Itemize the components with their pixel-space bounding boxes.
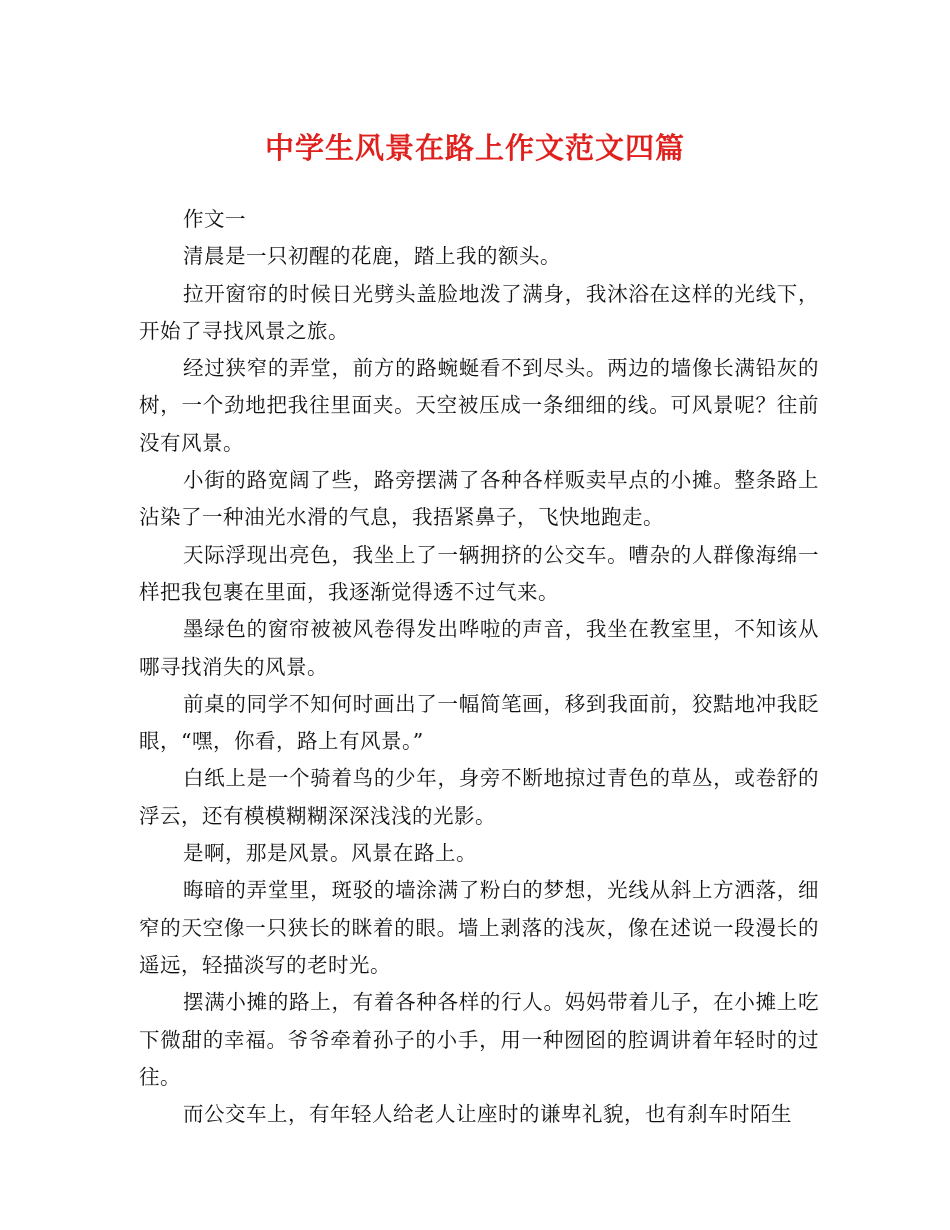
- document-body: [139, 201, 819, 1133]
- paragraph: 前桌的同学不知何时画出了一幅简笔画，移到我面前，狡黠地冲我眨眼，“嘿，你看，路上有风景。”: [139, 691, 819, 754]
- paragraph: 天际浮现出亮色，我坐上了一辆拥挤的公交车。嘈杂的人群像海绵一样把我包裹在里面，我逐渐觉得透不过气来。: [139, 542, 819, 604]
- paragraph: 是啊，那是风景。风景在路上。: [183, 841, 477, 866]
- section-heading: 作文一: [183, 207, 246, 231]
- paragraph: 白纸上是一个骑着鸟的少年，身旁不断地掠过青色的草丛，或卷舒的浮云，还有模模糊糊深深浅浅的光影。: [139, 766, 819, 828]
- paragraph: 拉开窗帘的时候日光劈头盖脸地泼了满身，我沐浴在这样的光线下，开始了寻找风景之旅。: [139, 281, 819, 343]
- paragraph: 小街的路宽阔了些，路旁摆满了各种各样贩卖早点的小摊。整条路上沾染了一种油光水滑的气息，我捂紧鼻子，飞快地跑走。: [139, 468, 819, 530]
- paragraph: 而公交车上，有年轻人给老人让座时的谦卑礼貌，也有刹车时陌生: [183, 1102, 792, 1127]
- paragraph: 晦暗的弄堂里，斑驳的墙涂满了粉白的梦想，光线从斜上方洒落，细窄的天空像一只狭长的眯着的眼。墙上剥落的浅灰，像在述说一段漫长的遥远，轻描淡写的老时光。: [139, 878, 819, 977]
- paragraph: 清晨是一只初醒的花鹿，踏上我的额头。: [183, 244, 561, 269]
- paragraph: 摆满小摊的路上，有着各种各样的行人。妈妈带着儿子，在小摊上吃下微甜的幸福。爷爷牵着孙子的小手，用一种囫囵的腔调讲着年轻时的过往。: [139, 990, 819, 1089]
- document-title: 中学生风景在路上作文范文四篇: [264, 131, 685, 165]
- paragraph: 墨绿色的窗帘被被风卷得发出哗啦的声音，我坐在教室里，不知该从哪寻找消失的风景。: [139, 617, 819, 679]
- paragraph: 经过狭窄的弄堂，前方的路蜿蜒看不到尽头。两边的墙像长满铅灰的树，一个劲地把我往里面夹。天空被压成一条细细的线。可风景呢？往前没有风景。: [139, 356, 819, 455]
